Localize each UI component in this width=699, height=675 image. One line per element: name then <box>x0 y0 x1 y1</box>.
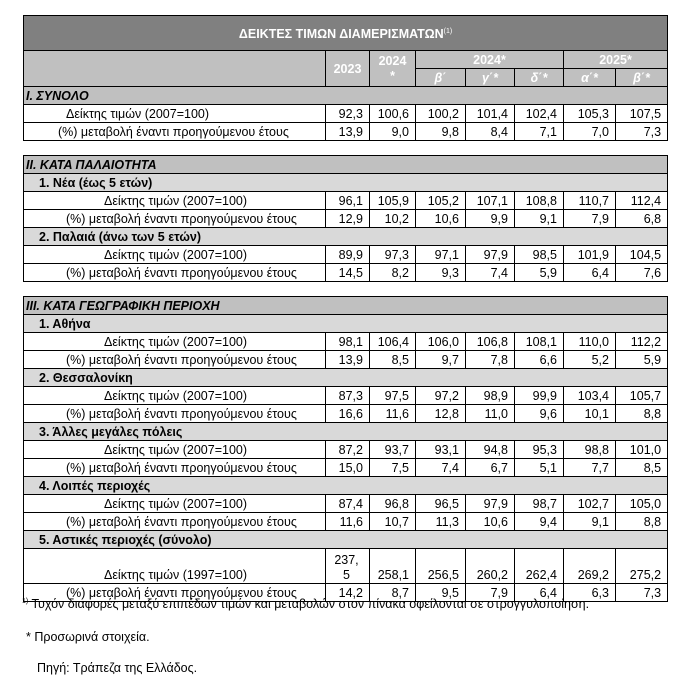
table-row <box>24 264 668 282</box>
spacer-cell <box>24 141 668 156</box>
value-cell: 101,0 <box>616 441 668 459</box>
table-row <box>24 459 668 477</box>
value-cell: 107,5 <box>616 105 668 123</box>
value-cell: 99,9 <box>515 387 564 405</box>
subsection-title: 4. Λοιπές περιοχές <box>24 477 668 495</box>
header-2023: 2023 <box>326 51 370 87</box>
footnote-source: Πηγή: Τράπεζα της Ελλάδος. <box>37 661 198 675</box>
value-cell: 275,2 <box>616 549 668 584</box>
value-cell: 6,8 <box>616 210 668 228</box>
value-cell: 98,8 <box>564 441 616 459</box>
subsection-title: 1. Αθήνα <box>24 315 668 333</box>
row-label: (%) μεταβολή έναντι προηγούμενου έτους <box>24 513 326 531</box>
table-row <box>24 549 668 584</box>
value-cell-part: 237, <box>334 553 359 567</box>
value-cell: 102,7 <box>564 495 616 513</box>
value-cell: 256,5 <box>416 549 466 584</box>
value-cell: 89,9 <box>326 246 370 264</box>
value-cell: 6,3 <box>564 584 616 602</box>
value-cell: 9,1 <box>564 513 616 531</box>
value-cell: 7,4 <box>466 264 515 282</box>
table-row <box>24 123 668 141</box>
row-label: Δείκτης τιμών (2007=100) <box>24 105 326 123</box>
value-cell: 107,1 <box>466 192 515 210</box>
value-cell: 11,0 <box>466 405 515 423</box>
value-cell: 87,4 <box>326 495 370 513</box>
value-cell: 97,1 <box>416 246 466 264</box>
row-label: Δείκτης τιμών (2007=100) <box>24 192 326 210</box>
value-cell: 105,2 <box>416 192 466 210</box>
value-cell: 8,5 <box>370 351 416 369</box>
value-cell: 10,6 <box>416 210 466 228</box>
value-cell: 100,6 <box>370 105 416 123</box>
value-cell: 87,2 <box>326 441 370 459</box>
value-cell: 93,7 <box>370 441 416 459</box>
subsection-title-row <box>24 477 668 495</box>
value-cell: 112,4 <box>616 192 668 210</box>
row-label: (%) μεταβολή έναντι προηγούμενου έτους <box>24 459 326 477</box>
value-cell: 8,2 <box>370 264 416 282</box>
value-cell: 262,4 <box>515 549 564 584</box>
value-cell: 10,2 <box>370 210 416 228</box>
value-cell: 10,7 <box>370 513 416 531</box>
value-cell: 108,8 <box>515 192 564 210</box>
value-cell: 98,1 <box>326 333 370 351</box>
value-cell: 97,2 <box>416 387 466 405</box>
table-title-text: ΔΕΙΚΤΕΣ ΤΙΜΩΝ ΔΙΑΜΕΡΙΣΜΑΤΩΝ <box>238 27 444 42</box>
value-cell: 8,8 <box>616 513 668 531</box>
value-cell: 97,9 <box>466 246 515 264</box>
value-cell: 15,0 <box>326 459 370 477</box>
value-cell: 7,5 <box>370 459 416 477</box>
value-cell: 16,6 <box>326 405 370 423</box>
subsection-title-row <box>24 369 668 387</box>
value-cell: 5,9 <box>616 351 668 369</box>
table-row <box>24 333 668 351</box>
footnote-rounding-text: Τυχόν διαφορές μεταξύ επιπέδων τιμών και μεταβολών στον πίνακα οφείλονται σε στρογγυλοποίηση. <box>31 597 590 611</box>
table-title-sup: (1) <box>443 27 453 35</box>
table-row <box>24 210 668 228</box>
value-cell: 8,5 <box>616 459 668 477</box>
value-cell: 106,0 <box>416 333 466 351</box>
section-title-row <box>24 297 668 315</box>
value-cell: 97,5 <box>370 387 416 405</box>
row-label: Δείκτης τιμών (1997=100) <box>24 549 326 584</box>
subsection-title-row <box>24 531 668 549</box>
subsection-title: 5. Αστικές περιοχές (σύνολο) <box>24 531 668 549</box>
value-cell: 10,1 <box>564 405 616 423</box>
value-cell: 97,9 <box>466 495 515 513</box>
subsection-title-row <box>24 228 668 246</box>
value-cell: 13,9 <box>326 351 370 369</box>
header-group-2024: 2024* <box>416 51 564 69</box>
subsection-title-row <box>24 174 668 192</box>
row-label: (%) μεταβολή έναντι προηγούμενου έτους <box>24 351 326 369</box>
table-row <box>24 405 668 423</box>
value-cell: 98,5 <box>515 246 564 264</box>
row-label: (%) μεταβολή έναντι προηγούμενου έτους <box>24 584 326 602</box>
header-q2024-c: γ΄* <box>466 69 515 87</box>
footnote-rounding-sup: 1) <box>22 597 29 605</box>
value-cell: 9,8 <box>416 123 466 141</box>
value-cell: 102,4 <box>515 105 564 123</box>
value-cell: 96,5 <box>416 495 466 513</box>
value-cell: 97,3 <box>370 246 416 264</box>
value-cell: 9,9 <box>466 210 515 228</box>
table-row <box>24 192 668 210</box>
value-cell: 9,3 <box>416 264 466 282</box>
value-cell: 7,0 <box>564 123 616 141</box>
header-q2024-b: β΄ <box>416 69 466 87</box>
row-label: (%) μεταβολή έναντι προηγούμενου έτους <box>24 264 326 282</box>
value-cell: 105,0 <box>616 495 668 513</box>
subsection-title-row <box>24 315 668 333</box>
table-row <box>24 441 668 459</box>
value-cell: 110,7 <box>564 192 616 210</box>
value-cell: 260,2 <box>466 549 515 584</box>
spacer-row <box>24 282 668 297</box>
spacer-cell <box>24 282 668 297</box>
header-q2025-b: β΄* <box>616 69 668 87</box>
table-row <box>24 513 668 531</box>
value-cell: 98,7 <box>515 495 564 513</box>
table-row <box>24 105 668 123</box>
value-cell: 9,6 <box>515 405 564 423</box>
value-cell: 8,8 <box>616 405 668 423</box>
row-label: Δείκτης τιμών (2007=100) <box>24 387 326 405</box>
row-label: Δείκτης τιμών (2007=100) <box>24 246 326 264</box>
subsection-title: 2. Θεσσαλονίκη <box>24 369 668 387</box>
value-cell: 5,2 <box>564 351 616 369</box>
row-label: Δείκτης τιμών (2007=100) <box>24 333 326 351</box>
value-cell: 105,9 <box>370 192 416 210</box>
value-cell: 9,4 <box>515 513 564 531</box>
section-title: ΙΙ. ΚΑΤΑ ΠΑΛΑΙΟΤΗΤΑ <box>24 156 668 174</box>
value-cell: 7,8 <box>466 351 515 369</box>
value-cell: 258,1 <box>370 549 416 584</box>
price-index-table <box>23 15 668 602</box>
table-title-row <box>24 16 668 51</box>
value-cell: 104,5 <box>616 246 668 264</box>
section-title: Ι. ΣΥΝΟΛΟ <box>24 87 668 105</box>
header-row-1 <box>24 51 668 69</box>
header-2024-annual <box>370 51 416 87</box>
footnote-provisional: * Προσωρινά στοιχεία. <box>26 630 150 644</box>
value-cell-part: 5 <box>343 568 350 582</box>
subsection-title: 1. Νέα (έως 5 ετών) <box>24 174 668 192</box>
value-cell: 108,1 <box>515 333 564 351</box>
value-cell: 6,7 <box>466 459 515 477</box>
value-cell: 8,7 <box>370 584 416 602</box>
value-cell: 101,4 <box>466 105 515 123</box>
value-cell: 9,1 <box>515 210 564 228</box>
value-cell: 14,2 <box>326 584 370 602</box>
value-cell: 106,8 <box>466 333 515 351</box>
value-cell: 98,9 <box>466 387 515 405</box>
value-cell: 112,2 <box>616 333 668 351</box>
value-cell: 13,9 <box>326 123 370 141</box>
value-cell: 14,5 <box>326 264 370 282</box>
row-label: Δείκτης τιμών (2007=100) <box>24 441 326 459</box>
section-title-row <box>24 156 668 174</box>
value-cell: 9,0 <box>370 123 416 141</box>
subsection-title: 2. Παλαιά (άνω των 5 ετών) <box>24 228 668 246</box>
section-title: ΙΙΙ. ΚΑΤΑ ΓΕΩΓΡΑΦΙΚΗ ΠΕΡΙΟΧΗ <box>24 297 668 315</box>
row-label: (%) μεταβολή έναντι προηγούμενου έτους <box>24 123 326 141</box>
value-cell: 105,7 <box>616 387 668 405</box>
table-row <box>24 495 668 513</box>
value-cell: 7,4 <box>416 459 466 477</box>
value-cell: 6,4 <box>515 584 564 602</box>
value-cell: 100,2 <box>416 105 466 123</box>
value-cell: 11,6 <box>326 513 370 531</box>
value-cell: 6,6 <box>515 351 564 369</box>
row-label: Δείκτης τιμών (2007=100) <box>24 495 326 513</box>
value-cell: 9,7 <box>416 351 466 369</box>
subsection-title: 3. Άλλες μεγάλες πόλεις <box>24 423 668 441</box>
subsection-title-row <box>24 423 668 441</box>
value-cell: 7,6 <box>616 264 668 282</box>
table-row <box>24 387 668 405</box>
value-cell <box>326 549 370 584</box>
value-cell: 87,3 <box>326 387 370 405</box>
value-cell: 7,7 <box>564 459 616 477</box>
value-cell: 11,6 <box>370 405 416 423</box>
value-cell: 106,4 <box>370 333 416 351</box>
section-title-row <box>24 87 668 105</box>
value-cell: 95,3 <box>515 441 564 459</box>
row-label: (%) μεταβολή έναντι προηγούμενου έτους <box>24 210 326 228</box>
value-cell: 12,9 <box>326 210 370 228</box>
value-cell: 110,0 <box>564 333 616 351</box>
value-cell: 96,8 <box>370 495 416 513</box>
spacer-row <box>24 141 668 156</box>
value-cell: 94,8 <box>466 441 515 459</box>
value-cell: 92,3 <box>326 105 370 123</box>
header-2024-star: * <box>390 68 395 83</box>
value-cell: 11,3 <box>416 513 466 531</box>
value-cell: 7,9 <box>466 584 515 602</box>
table-title <box>24 16 668 51</box>
header-q2025-a: α΄* <box>564 69 616 87</box>
value-cell: 7,9 <box>564 210 616 228</box>
table-row <box>24 351 668 369</box>
value-cell: 5,9 <box>515 264 564 282</box>
value-cell: 269,2 <box>564 549 616 584</box>
row-label: (%) μεταβολή έναντι προηγούμενου έτους <box>24 405 326 423</box>
header-q2024-d: δ΄* <box>515 69 564 87</box>
footnote-rounding <box>22 597 589 611</box>
header-2024-label: 2024 <box>378 53 407 68</box>
value-cell: 10,6 <box>466 513 515 531</box>
value-cell: 6,4 <box>564 264 616 282</box>
value-cell: 9,5 <box>416 584 466 602</box>
value-cell: 7,1 <box>515 123 564 141</box>
header-empty-cell <box>24 51 326 87</box>
value-cell: 7,3 <box>616 123 668 141</box>
value-cell: 103,4 <box>564 387 616 405</box>
header-group-2025: 2025* <box>564 51 668 69</box>
value-cell: 5,1 <box>515 459 564 477</box>
value-cell: 105,3 <box>564 105 616 123</box>
table-row <box>24 246 668 264</box>
value-cell: 8,4 <box>466 123 515 141</box>
value-cell: 101,9 <box>564 246 616 264</box>
value-cell: 96,1 <box>326 192 370 210</box>
value-cell: 12,8 <box>416 405 466 423</box>
value-cell: 7,3 <box>616 584 668 602</box>
value-cell: 93,1 <box>416 441 466 459</box>
